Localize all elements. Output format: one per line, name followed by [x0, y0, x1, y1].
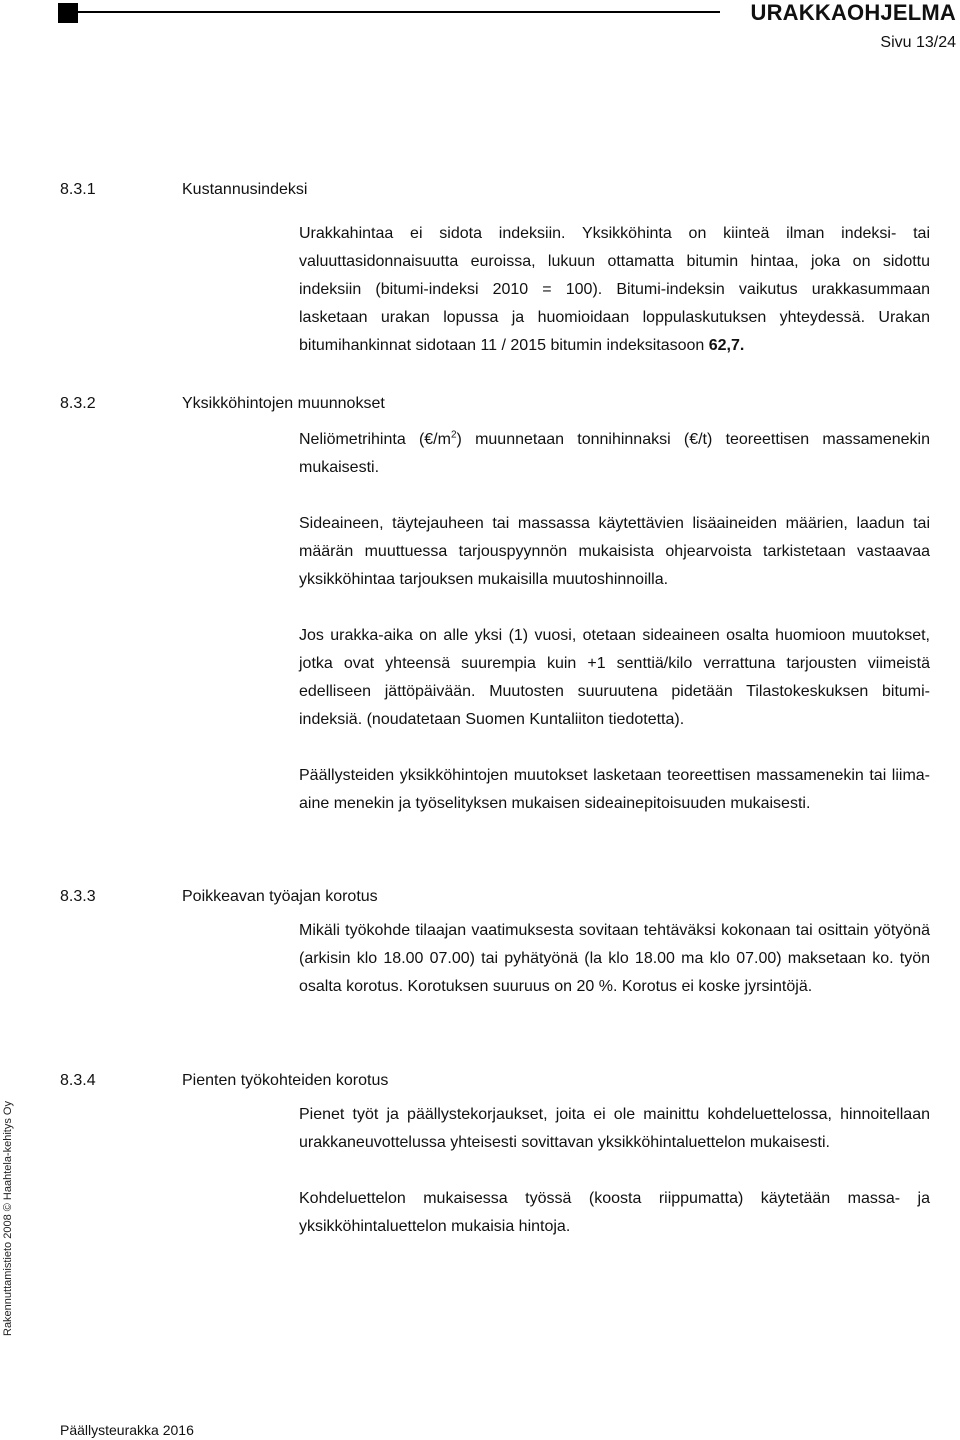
section-title: Yksikköhintojen muunnokset — [182, 395, 385, 412]
paragraph-text: Neliömetrihinta (€/m — [299, 431, 451, 448]
section-8-3-1 — [60, 181, 930, 360]
section-title: Pienten työkohteiden korotus — [182, 1072, 389, 1089]
section-number: 8.3.4 — [60, 1072, 96, 1089]
section-8-3-2 — [60, 395, 930, 818]
paragraph: Mikäli työkohde tilaajan vaatimuksesta sovitaan tehtäväksi kokonaan tai osittain yötyönä (arkisin klo 18.00 07.00) tai pyhätyönä (la klo 18.00 ma klo 07.00) maksetaan ko. työn osalta korotus. Korotuksen suuruus on 20 %. Korotus ei koske jyrsintöjä. — [299, 922, 930, 995]
document-title: URAKKAOHJELMA — [750, 0, 956, 25]
footer-text: Päällysteurakka 2016 — [60, 1422, 194, 1438]
section-8-3-3 — [60, 888, 930, 1001]
paragraph: Pienet työt ja päällystekorjaukset, joita ei ole mainittu kohdeluettelossa, hinnoitellaan urakkaneuvottelussa yhteisesti sovittavan yksikköhintaluettelon mukaisesti. — [299, 1106, 930, 1151]
index-value: 62,7. — [708, 337, 745, 354]
page-number: Sivu 13/24 — [880, 34, 956, 51]
header-square-mark — [58, 3, 78, 23]
section-number: 8.3.1 — [60, 181, 96, 198]
section-title: Poikkeavan työajan korotus — [182, 888, 378, 905]
paragraph: Sideaineen, täytejauheen tai massassa käytettävien lisäaineiden määrien, laadun tai määrän muuttuessa tarjouspyynnön mukaisista ohjearvoista tarkistetaan vastaavaa yksikköhintaa tarjouksen mukaisilla muutoshinnoilla. — [299, 515, 930, 588]
paragraph: Jos urakka-aika on alle yksi (1) vuosi, otetaan sideaineen osalta huomioon muutokset, jotka ovat yhteensä suurempia kuin +1 senttiä/kilo verrattuna tarjousten viimeistä edelliseen jättöpäivään. Muutosten suuruutena pidetään Tilastokeskuksen bitumi-indeksiä. (noudatetaan Suomen Kuntaliiton tiedotetta). — [299, 627, 930, 728]
paragraph — [299, 426, 930, 482]
paragraph: Päällysteiden yksikköhintojen muutokset lasketaan teoreettisen massamenekin tai liima-aine menekin ja työselityksen mukaisen sideainepitoisuuden mukaisesti. — [299, 767, 930, 812]
paragraph: Kohdeluettelon mukaisessa työssä (koosta riippumatta) käytetään massa- ja yksikköhintaluettelon mukaisia hintoja. — [299, 1190, 930, 1235]
header-rule — [78, 11, 720, 13]
copyright-side-text: Rakennuttamistieto 2008 © Haahtela-kehitys Oy — [2, 1101, 14, 1336]
section-number: 8.3.2 — [60, 395, 96, 412]
superscript: 2 — [450, 429, 457, 441]
section-number: 8.3.3 — [60, 888, 96, 905]
paragraph-text: ) muunnetaan tonnihinnaksi (€/t) teoreettisen massamenekin mukaisesti. — [299, 431, 931, 476]
paragraph-text: Urakkahintaa ei sidota indeksiin. Yksikköhinta on kiinteä ilman indeksi- tai valuuttasidonnaisuutta euroissa, lukuun ottamatta bitumin hintaa, joka on sidottu indeksiin (bitumi-indeksi 2010 = 100). Bitumi-indeksin vaikutus urakkasummaan lasketaan urakan lopussa ja huomioidaan loppulaskutuksen yhteydessä. Urakan bitumihankinnat sidotaan 11 / 2015 bitumin indeksitasoon — [299, 225, 930, 354]
section-8-3-4 — [60, 1072, 930, 1241]
section-title: Kustannusindeksi — [182, 181, 308, 198]
paragraph — [299, 220, 930, 360]
